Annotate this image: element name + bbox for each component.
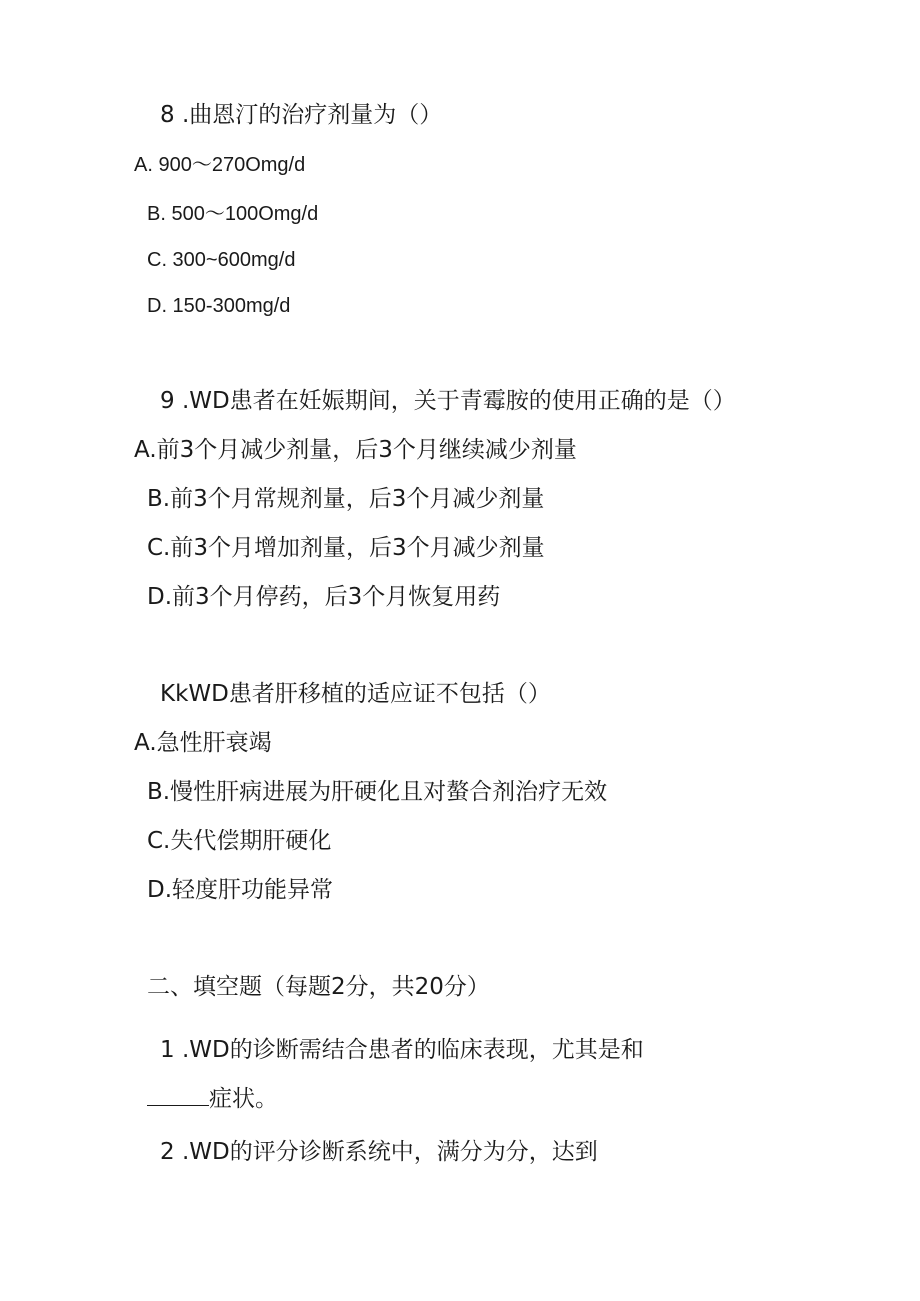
question-9-option-d: D.前3个月停药，后3个月恢复用药 (147, 584, 501, 610)
fill-question-1-line-2 (147, 1084, 278, 1114)
section-title: 二、填空题（每题2分，共20分） (147, 974, 490, 1000)
question-10-option-a: A.急性肝衰竭 (134, 730, 272, 756)
fill-question-2-line-1: 2 .WD的评分诊断系统中，满分为分，达到 (160, 1139, 598, 1165)
fill-question-1-line-1: 1 .WD的诊断需结合患者的临床表现，尤其是和 (160, 1037, 644, 1063)
question-8-stem: 8 .曲恩汀的治疗剂量为（） (160, 102, 443, 128)
question-9-option-b: B.前3个月常规剂量，后3个月减少剂量 (147, 486, 545, 512)
question-10-stem: KkWD患者肝移植的适应证不包括（） (160, 681, 551, 707)
question-10-option-d: D.轻度肝功能异常 (147, 877, 334, 903)
question-8-option-c: C. 300~600mg/d (147, 249, 296, 271)
question-9-option-c: C.前3个月增加剂量，后3个月减少剂量 (147, 535, 545, 561)
question-10-option-b: B.慢性肝病进展为肝硬化且对螯合剂治疗无效 (147, 779, 608, 805)
fill-blank (147, 1087, 209, 1106)
question-10-option-c: C.失代偿期肝硬化 (147, 828, 332, 854)
question-9-stem: 9 .WD患者在妊娠期间，关于青霉胺的使用正确的是（） (160, 388, 736, 414)
fill-question-1-tail: 症状。 (209, 1086, 278, 1112)
question-8-option-a: A. 900～270Omg/d (134, 154, 306, 176)
question-8-option-d: D. 150-300mg/d (147, 295, 291, 317)
question-8-option-b: B. 500～100Omg/d (147, 203, 319, 225)
question-9-option-a: A.前3个月减少剂量，后3个月继续减少剂量 (134, 437, 577, 463)
